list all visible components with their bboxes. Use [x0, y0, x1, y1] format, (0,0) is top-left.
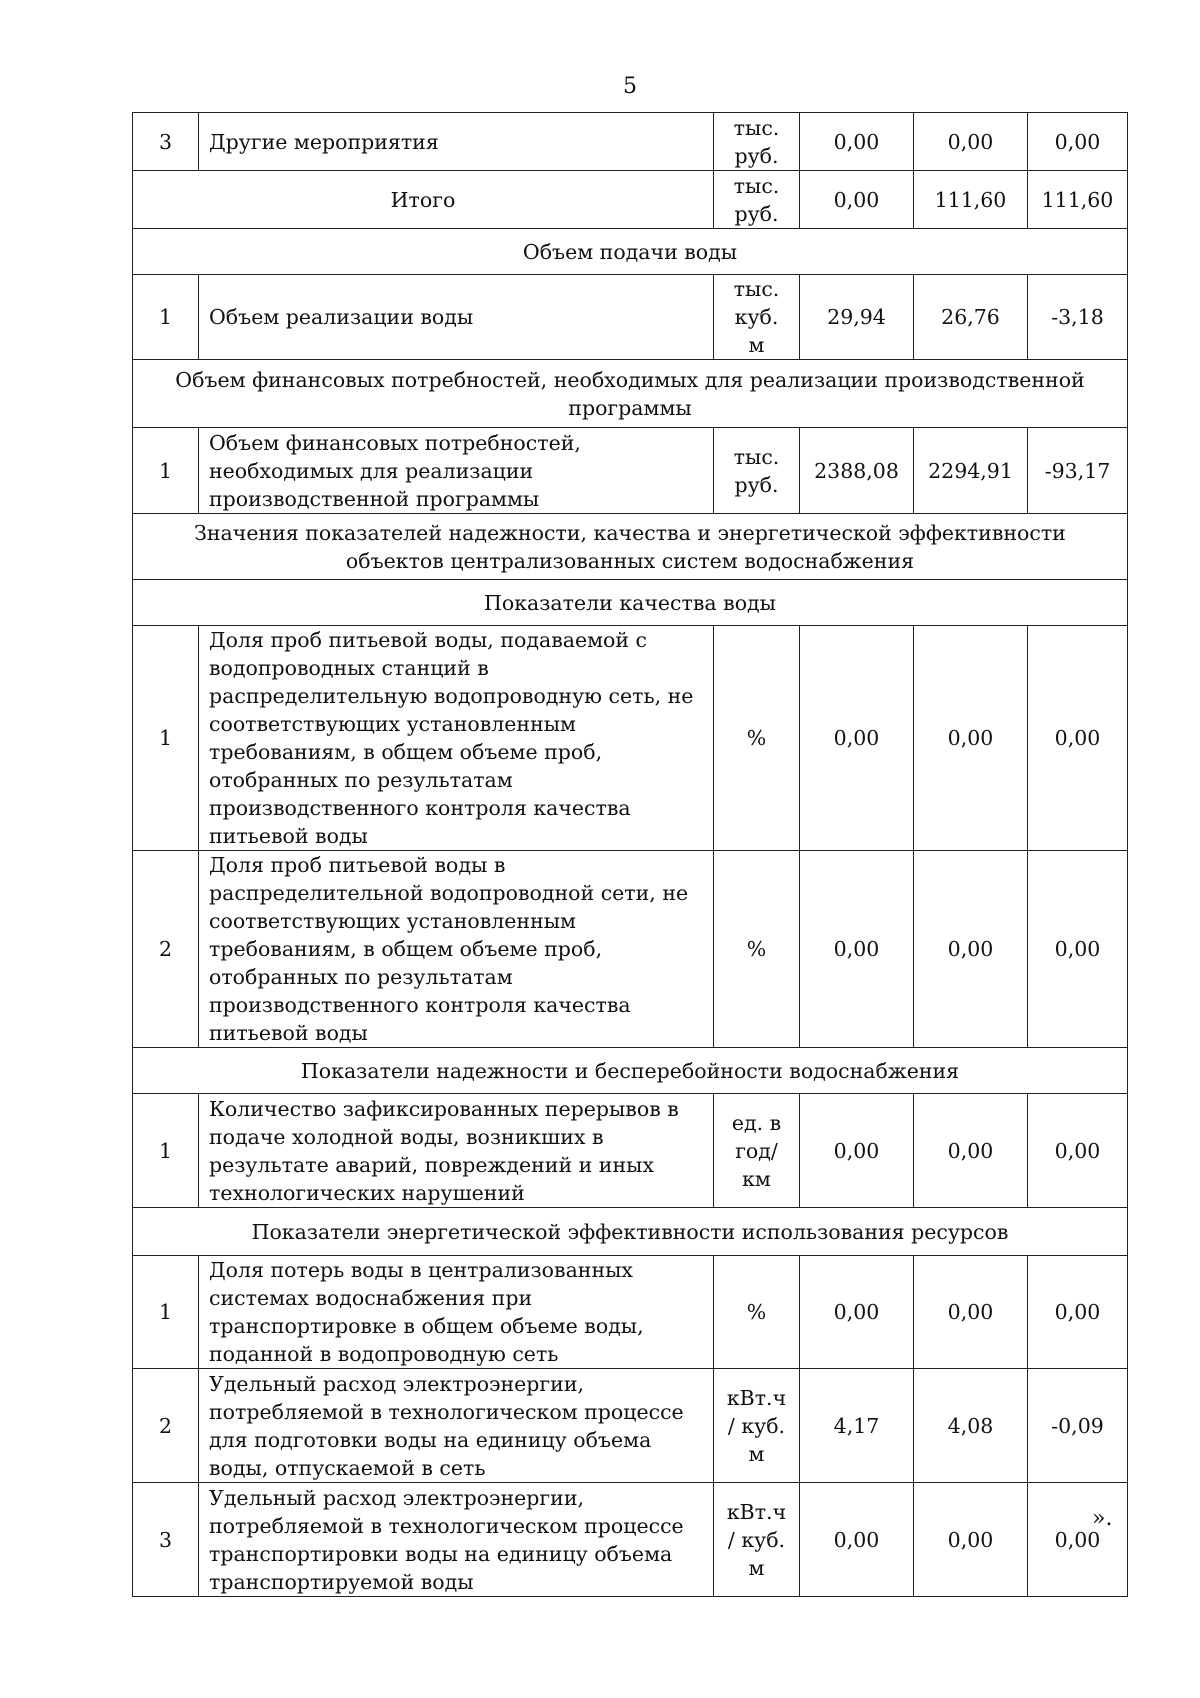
section-heading: Показатели надежности и бесперебойности водоснабжения: [133, 1048, 1128, 1094]
indicator-name: Удельный расход электроэнергии, потребляемой в технологическом процессе транспортировки воды на единицу объема транспортируемой воды: [199, 1483, 714, 1597]
section-row: [133, 229, 1128, 275]
row-number: 1: [133, 428, 199, 514]
row-number: 2: [133, 1369, 199, 1483]
table-row: [133, 626, 1128, 851]
value-cell: 0,00: [914, 1094, 1028, 1208]
table-row: [133, 1256, 1128, 1369]
value-cell: 0,00: [800, 171, 914, 229]
indicator-name: Объем реализации воды: [199, 275, 714, 360]
value-cell: 0,00: [800, 626, 914, 851]
section-row: [133, 360, 1128, 428]
indicator-name: Доля проб питьевой воды в распределительной водопроводной сети, не соответствующих установленным требованиям, в общем объеме проб, отобранных по результатам производственного контроля качества питьевой воды: [199, 851, 714, 1048]
value-cell: 0,00: [800, 1483, 914, 1597]
page-number: 5: [623, 74, 637, 99]
unit-cell: %: [714, 1256, 800, 1369]
value-cell: -0,09: [1028, 1369, 1128, 1483]
value-cell: 0,00: [800, 1094, 914, 1208]
indicator-name: Количество зафиксированных перерывов в подаче холодной воды, возникших в результате аварий, повреждений и иных технологических нарушений: [199, 1094, 714, 1208]
value-cell: 4,17: [800, 1369, 914, 1483]
value-cell: 0,00: [800, 851, 914, 1048]
value-cell: 0,00: [914, 1483, 1028, 1597]
row-number: 2: [133, 851, 199, 1048]
table-row: [133, 1369, 1128, 1483]
value-cell: 0,00: [914, 1256, 1028, 1369]
section-heading: Значения показателей надежности, качества и энергетической эффективности объектов централизованных систем водоснабжения: [133, 514, 1128, 580]
value-cell: 0,00: [1028, 113, 1128, 171]
row-number: 1: [133, 1256, 199, 1369]
value-cell: 0,00: [1028, 1094, 1128, 1208]
section-heading: Показатели энергетической эффективности использования ресурсов: [133, 1208, 1128, 1256]
row-number: 1: [133, 626, 199, 851]
indicators-table: [132, 112, 1128, 1597]
unit-cell: кВт.ч / куб. м: [714, 1483, 800, 1597]
value-cell: 111,60: [1028, 171, 1128, 229]
value-cell: 0,00: [914, 113, 1028, 171]
section-heading: Объем подачи воды: [133, 229, 1128, 275]
unit-cell: кВт.ч / куб. м: [714, 1369, 800, 1483]
value-cell: 2388,08: [800, 428, 914, 514]
value-cell: 111,60: [914, 171, 1028, 229]
value-cell: 29,94: [800, 275, 914, 360]
section-row: [133, 580, 1128, 626]
value-cell: 0,00: [1028, 1483, 1128, 1597]
indicator-name: Удельный расход электроэнергии, потребляемой в технологическом процессе для подготовки воды на единицу объема воды, отпускаемой в сеть: [199, 1369, 714, 1483]
value-cell: 0,00: [1028, 1256, 1128, 1369]
row-number: 3: [133, 1483, 199, 1597]
row-number: 3: [133, 113, 199, 171]
table-row: [133, 851, 1128, 1048]
unit-cell: тыс. руб.: [714, 428, 800, 514]
value-cell: 0,00: [914, 626, 1028, 851]
section-row: [133, 1048, 1128, 1094]
total-row: [133, 171, 1128, 229]
section-row: [133, 514, 1128, 580]
unit-cell: %: [714, 851, 800, 1048]
value-cell: 0,00: [914, 851, 1028, 1048]
table-row: [133, 113, 1128, 171]
closing-quote-mark: ».: [1092, 1506, 1113, 1531]
unit-cell: тыс. руб.: [714, 113, 800, 171]
value-cell: 2294,91: [914, 428, 1028, 514]
value-cell: 0,00: [1028, 626, 1128, 851]
value-cell: -3,18: [1028, 275, 1128, 360]
value-cell: 26,76: [914, 275, 1028, 360]
table-row: [133, 428, 1128, 514]
value-cell: 0,00: [1028, 851, 1128, 1048]
unit-cell: тыс. руб.: [714, 171, 800, 229]
value-cell: 4,08: [914, 1369, 1028, 1483]
value-cell: -93,17: [1028, 428, 1128, 514]
unit-cell: %: [714, 626, 800, 851]
unit-cell: тыс. куб. м: [714, 275, 800, 360]
value-cell: 0,00: [800, 113, 914, 171]
row-number: 1: [133, 1094, 199, 1208]
indicator-name: Доля проб питьевой воды, подаваемой с водопроводных станций в распределительную водопроводную сеть, не соответствующих установленным требованиям, в общем объеме проб, отобранных по результатам производственного контроля качества питьевой воды: [199, 626, 714, 851]
table-row: [133, 1094, 1128, 1208]
total-label: Итого: [133, 171, 714, 229]
table-row: [133, 275, 1128, 360]
indicator-name: Доля потерь воды в централизованных системах водоснабжения при транспортировке в общем объеме воды, поданной в водопроводную сеть: [199, 1256, 714, 1369]
indicator-name: Другие мероприятия: [199, 113, 714, 171]
indicator-name: Объем финансовых потребностей, необходимых для реализации производственной программы: [199, 428, 714, 514]
section-heading: Объем финансовых потребностей, необходимых для реализации производственной программы: [133, 360, 1128, 428]
section-row: [133, 1208, 1128, 1256]
row-number: 1: [133, 275, 199, 360]
table-row: [133, 1483, 1128, 1597]
section-heading: Показатели качества воды: [133, 580, 1128, 626]
unit-cell: ед. в год/ км: [714, 1094, 800, 1208]
value-cell: 0,00: [800, 1256, 914, 1369]
